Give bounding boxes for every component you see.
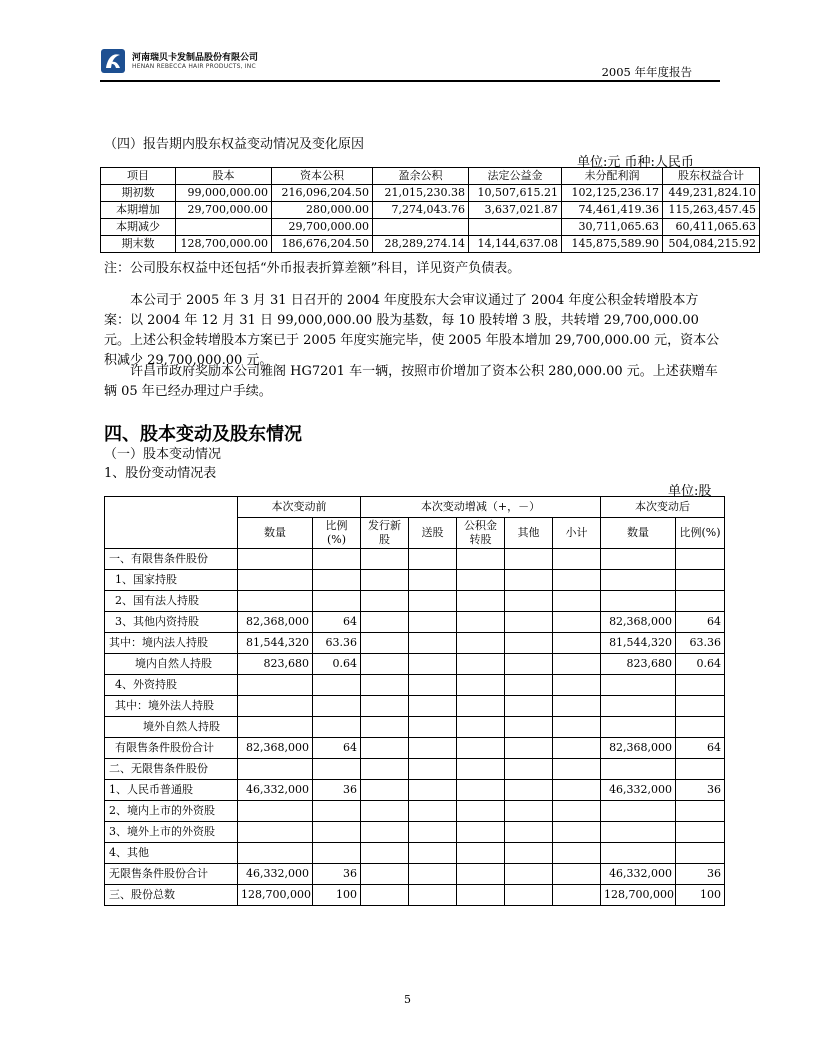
- row-label: 境内自然人持股: [105, 654, 238, 675]
- row-label: 3、其他内资持股: [105, 612, 238, 633]
- row-label: 二、无限售条件股份: [105, 759, 238, 780]
- other-cell: [505, 864, 553, 885]
- bonus-cell: [409, 612, 457, 633]
- row-label: 1、人民币普通股: [105, 780, 238, 801]
- row-label: 本期减少: [101, 219, 176, 236]
- other-cell: [505, 633, 553, 654]
- reserve-cell: [457, 675, 505, 696]
- table-cell: 60,411,065.63: [663, 219, 760, 236]
- company-name-cn: 河南瑞贝卡发制品股份有限公司: [132, 53, 259, 63]
- ratio-after-cell: 36: [676, 780, 725, 801]
- subtotal-cell: [553, 738, 601, 759]
- paragraph-vehicle-award: 许昌市政府奖励本公司雅阁 HG7201 车一辆，按照市价增加了资本公积 280,000.00 元。上述获赠车辆 05 年已经办理过户手续。: [104, 364, 718, 399]
- ratio-before-cell: 63.36: [313, 633, 361, 654]
- column-header: 数量: [601, 518, 676, 549]
- row-label: 3、境外上市的外资股: [105, 822, 238, 843]
- qty-before-cell: [238, 675, 313, 696]
- other-cell: [505, 654, 553, 675]
- column-header: 未分配利润: [562, 168, 663, 185]
- ratio-before-cell: [313, 843, 361, 864]
- other-cell: [505, 570, 553, 591]
- table-cell: 29,700,000.00: [176, 202, 272, 219]
- bonus-cell: [409, 864, 457, 885]
- section-heading: 四、股本变动及股东情况: [104, 424, 302, 445]
- subtotal-cell: [553, 801, 601, 822]
- table-cell: 14,144,637.08: [469, 236, 562, 253]
- ratio-before-cell: 36: [313, 864, 361, 885]
- bonus-cell: [409, 591, 457, 612]
- table-cell: 186,676,204.50: [272, 236, 373, 253]
- qty-after-cell: [601, 759, 676, 780]
- qty-before-cell: [238, 717, 313, 738]
- row-label: 2、境内上市的外资股: [105, 801, 238, 822]
- reserve-cell: [457, 549, 505, 570]
- row-label: 其中：境内法人持股: [105, 633, 238, 654]
- ratio-after-cell: 64: [676, 612, 725, 633]
- other-cell: [505, 675, 553, 696]
- company-name-en: HENAN REBECCA HAIR PRODUCTS, INC: [132, 63, 256, 70]
- ratio-after-cell: [676, 570, 725, 591]
- qty-after-cell: [601, 717, 676, 738]
- table-title: 1、股份变动情况表: [104, 466, 217, 481]
- table-cell: [176, 219, 272, 236]
- ratio-after-cell: [676, 591, 725, 612]
- subtotal-cell: [553, 549, 601, 570]
- subtotal-cell: [553, 696, 601, 717]
- reserve-cell: [457, 717, 505, 738]
- new-issue-cell: [361, 591, 409, 612]
- column-header: 盈余公积: [373, 168, 469, 185]
- ratio-before-cell: [313, 549, 361, 570]
- column-header: 项目: [101, 168, 176, 185]
- ratio-before-cell: 36: [313, 780, 361, 801]
- reserve-cell: [457, 759, 505, 780]
- reserve-cell: [457, 885, 505, 906]
- qty-after-cell: [601, 822, 676, 843]
- table-cell: 128,700,000.00: [176, 236, 272, 253]
- table-row: [105, 549, 725, 570]
- subtotal-cell: [553, 570, 601, 591]
- share-table-body: [105, 549, 725, 906]
- other-cell: [505, 780, 553, 801]
- table-row: [105, 759, 725, 780]
- column-header: 数量: [238, 518, 313, 549]
- column-header: 比例(%): [313, 518, 361, 549]
- qty-before-cell: 46,332,000: [238, 780, 313, 801]
- table-row: [105, 717, 725, 738]
- table-row: [101, 236, 760, 253]
- row-label: 无限售条件股份合计: [105, 864, 238, 885]
- table-cell: [373, 219, 469, 236]
- qty-before-cell: [238, 570, 313, 591]
- ratio-before-cell: [313, 801, 361, 822]
- reserve-cell: [457, 822, 505, 843]
- table-row: [105, 654, 725, 675]
- subtotal-cell: [553, 864, 601, 885]
- column-header: 小计: [553, 518, 601, 549]
- bonus-cell: [409, 780, 457, 801]
- new-issue-cell: [361, 612, 409, 633]
- new-issue-cell: [361, 801, 409, 822]
- row-label: 本期增加: [101, 202, 176, 219]
- reserve-cell: [457, 591, 505, 612]
- other-cell: [505, 759, 553, 780]
- table-row: [105, 696, 725, 717]
- new-issue-cell: [361, 780, 409, 801]
- table-cell: [469, 219, 562, 236]
- table-row: [105, 675, 725, 696]
- column-header: 法定公益金: [469, 168, 562, 185]
- reserve-cell: [457, 633, 505, 654]
- ratio-before-cell: 100: [313, 885, 361, 906]
- other-cell: [505, 717, 553, 738]
- other-cell: [505, 843, 553, 864]
- ratio-after-cell: [676, 549, 725, 570]
- subtotal-cell: [553, 675, 601, 696]
- new-issue-cell: [361, 675, 409, 696]
- ratio-after-cell: 0.64: [676, 654, 725, 675]
- column-header: 公积金转股: [457, 518, 505, 549]
- row-label: 4、其他: [105, 843, 238, 864]
- bonus-cell: [409, 696, 457, 717]
- table-cell: 74,461,419.36: [562, 202, 663, 219]
- table-cell: 280,000.00: [272, 202, 373, 219]
- header-divider: [100, 80, 720, 82]
- bonus-cell: [409, 675, 457, 696]
- table-cell: 449,231,824.10: [663, 185, 760, 202]
- table-row: [105, 591, 725, 612]
- table-cell: 145,875,589.90: [562, 236, 663, 253]
- other-cell: [505, 696, 553, 717]
- ratio-after-cell: 100: [676, 885, 725, 906]
- reserve-cell: [457, 570, 505, 591]
- bonus-cell: [409, 633, 457, 654]
- qty-after-cell: [601, 801, 676, 822]
- table-cell: 29,700,000.00: [272, 219, 373, 236]
- column-header: 股本: [176, 168, 272, 185]
- table-row: [105, 570, 725, 591]
- reserve-cell: [457, 801, 505, 822]
- subtotal-cell: [553, 843, 601, 864]
- qty-before-cell: [238, 696, 313, 717]
- table-cell: 30,711,065.63: [562, 219, 663, 236]
- reserve-cell: [457, 696, 505, 717]
- header-before: 本次变动前: [238, 497, 361, 518]
- row-label: 期末数: [101, 236, 176, 253]
- equity-change-table: [100, 167, 760, 253]
- column-header: 比例(%): [676, 518, 725, 549]
- qty-after-cell: 81,544,320: [601, 633, 676, 654]
- new-issue-cell: [361, 843, 409, 864]
- qty-before-cell: 46,332,000: [238, 864, 313, 885]
- qty-after-cell: 46,332,000: [601, 780, 676, 801]
- ratio-after-cell: 64: [676, 738, 725, 759]
- subtotal-cell: [553, 822, 601, 843]
- ratio-before-cell: [313, 591, 361, 612]
- ratio-before-cell: [313, 570, 361, 591]
- table-row: [105, 822, 725, 843]
- ratio-after-cell: [676, 696, 725, 717]
- qty-after-cell: 82,368,000: [601, 738, 676, 759]
- subtotal-cell: [553, 885, 601, 906]
- qty-before-cell: [238, 801, 313, 822]
- ratio-after-cell: 36: [676, 864, 725, 885]
- bonus-cell: [409, 885, 457, 906]
- subtotal-cell: [553, 612, 601, 633]
- equity-unit-label: 单位:元 币种:人民币: [577, 155, 694, 170]
- qty-before-cell: [238, 843, 313, 864]
- other-cell: [505, 612, 553, 633]
- other-cell: [505, 885, 553, 906]
- ratio-before-cell: [313, 696, 361, 717]
- bonus-cell: [409, 738, 457, 759]
- row-label: 有限售条件股份合计: [105, 738, 238, 759]
- qty-after-cell: [601, 570, 676, 591]
- new-issue-cell: [361, 696, 409, 717]
- table-row: [101, 185, 760, 202]
- ratio-before-cell: 64: [313, 612, 361, 633]
- new-issue-cell: [361, 864, 409, 885]
- page-header: [100, 44, 720, 82]
- ratio-after-cell: [676, 759, 725, 780]
- reserve-cell: [457, 654, 505, 675]
- equity-note: 注：公司股东权益中还包括“外币报表折算差额”科目，详见资产负债表。: [104, 261, 521, 276]
- empty-header: [105, 497, 238, 549]
- qty-before-cell: 82,368,000: [238, 612, 313, 633]
- bonus-cell: [409, 717, 457, 738]
- qty-after-cell: [601, 843, 676, 864]
- subsection-title: （一）股本变动情况: [104, 447, 222, 462]
- qty-after-cell: 82,368,000: [601, 612, 676, 633]
- other-cell: [505, 801, 553, 822]
- qty-after-cell: 823,680: [601, 654, 676, 675]
- bonus-cell: [409, 654, 457, 675]
- ratio-before-cell: [313, 822, 361, 843]
- table-cell: 115,263,457.45: [663, 202, 760, 219]
- table-cell: 99,000,000.00: [176, 185, 272, 202]
- table-cell: 28,289,274.14: [373, 236, 469, 253]
- subtotal-cell: [553, 591, 601, 612]
- table-row: [105, 633, 725, 654]
- table-cell: 102,125,236.17: [562, 185, 663, 202]
- qty-before-cell: 82,368,000: [238, 738, 313, 759]
- reserve-cell: [457, 843, 505, 864]
- equity-section-title: （四）报告期内股东权益变动情况及变化原因: [104, 137, 365, 152]
- ratio-before-cell: [313, 717, 361, 738]
- reserve-cell: [457, 612, 505, 633]
- bonus-cell: [409, 843, 457, 864]
- row-label: 4、外资持股: [105, 675, 238, 696]
- share-change-table: [104, 496, 725, 906]
- row-label: 一、有限售条件股份: [105, 549, 238, 570]
- share-unit-label: 单位:股: [668, 484, 712, 499]
- ratio-before-cell: [313, 759, 361, 780]
- other-cell: [505, 738, 553, 759]
- new-issue-cell: [361, 570, 409, 591]
- new-issue-cell: [361, 654, 409, 675]
- page-number: 5: [404, 993, 411, 1006]
- row-label: 期初数: [101, 185, 176, 202]
- table-row: [105, 612, 725, 633]
- new-issue-cell: [361, 717, 409, 738]
- row-label: 三、股份总数: [105, 885, 238, 906]
- row-label: 其中：境外法人持股: [105, 696, 238, 717]
- other-cell: [505, 549, 553, 570]
- ratio-after-cell: [676, 717, 725, 738]
- header-change: 本次变动增减（+，－）: [361, 497, 601, 518]
- qty-before-cell: 823,680: [238, 654, 313, 675]
- qty-before-cell: [238, 549, 313, 570]
- qty-after-cell: [601, 675, 676, 696]
- column-header: 发行新股: [361, 518, 409, 549]
- bonus-cell: [409, 822, 457, 843]
- ratio-after-cell: [676, 843, 725, 864]
- subtotal-cell: [553, 717, 601, 738]
- qty-after-cell: [601, 549, 676, 570]
- company-logo-icon: [100, 48, 126, 74]
- share-table-group-header: [105, 497, 725, 518]
- table-cell: 21,015,230.38: [373, 185, 469, 202]
- table-row: [101, 202, 760, 219]
- other-cell: [505, 591, 553, 612]
- row-label: 2、国有法人持股: [105, 591, 238, 612]
- table-row: [105, 864, 725, 885]
- reserve-cell: [457, 864, 505, 885]
- table-cell: 3,637,021.87: [469, 202, 562, 219]
- table-row: [105, 843, 725, 864]
- equity-table-header: [101, 168, 760, 185]
- qty-before-cell: 81,544,320: [238, 633, 313, 654]
- bonus-cell: [409, 570, 457, 591]
- table-row: [101, 219, 760, 236]
- paragraph-reserve-conversion: 本公司于 2005 年 3 月 31 日召开的 2004 年度股东大会审议通过了 2004 年度公积金转增股本方案：以 2004 年 12 月 31 日 99,000,000.00 股为基数，每 10 股转增 3 股，共转增 29,700,000.00 元。上述公积金转增股本方案已于 2005 年度实施完毕，使 2005 年股本增加 29,700,000.00 元，资本公积减少 29,700,000.00 元。: [104, 293, 720, 368]
- table-row: [105, 801, 725, 822]
- other-cell: [505, 822, 553, 843]
- column-header: 送股: [409, 518, 457, 549]
- subtotal-cell: [553, 759, 601, 780]
- new-issue-cell: [361, 822, 409, 843]
- qty-before-cell: [238, 759, 313, 780]
- ratio-before-cell: [313, 675, 361, 696]
- subtotal-cell: [553, 633, 601, 654]
- header-after: 本次变动后: [601, 497, 725, 518]
- subtotal-cell: [553, 654, 601, 675]
- ratio-after-cell: [676, 675, 725, 696]
- table-cell: 10,507,615.21: [469, 185, 562, 202]
- ratio-before-cell: 64: [313, 738, 361, 759]
- qty-before-cell: [238, 591, 313, 612]
- table-row: [105, 780, 725, 801]
- qty-before-cell: [238, 822, 313, 843]
- table-cell: 216,096,204.50: [272, 185, 373, 202]
- table-cell: 7,274,043.76: [373, 202, 469, 219]
- row-label: 1、国家持股: [105, 570, 238, 591]
- column-header: 其他: [505, 518, 553, 549]
- ratio-after-cell: 63.36: [676, 633, 725, 654]
- bonus-cell: [409, 549, 457, 570]
- reserve-cell: [457, 738, 505, 759]
- new-issue-cell: [361, 549, 409, 570]
- column-header: 资本公积: [272, 168, 373, 185]
- ratio-after-cell: [676, 801, 725, 822]
- qty-after-cell: [601, 696, 676, 717]
- reserve-cell: [457, 780, 505, 801]
- column-header: 股东权益合计: [663, 168, 760, 185]
- report-title: 2005 年年度报告: [601, 65, 692, 79]
- ratio-before-cell: 0.64: [313, 654, 361, 675]
- table-row: [105, 738, 725, 759]
- qty-after-cell: [601, 591, 676, 612]
- qty-after-cell: 128,700,000: [601, 885, 676, 906]
- new-issue-cell: [361, 633, 409, 654]
- row-label: 境外自然人持股: [105, 717, 238, 738]
- table-row: [105, 885, 725, 906]
- table-cell: 504,084,215.92: [663, 236, 760, 253]
- new-issue-cell: [361, 759, 409, 780]
- qty-after-cell: 46,332,000: [601, 864, 676, 885]
- new-issue-cell: [361, 885, 409, 906]
- ratio-after-cell: [676, 822, 725, 843]
- new-issue-cell: [361, 738, 409, 759]
- qty-before-cell: 128,700,000: [238, 885, 313, 906]
- bonus-cell: [409, 759, 457, 780]
- subtotal-cell: [553, 780, 601, 801]
- bonus-cell: [409, 801, 457, 822]
